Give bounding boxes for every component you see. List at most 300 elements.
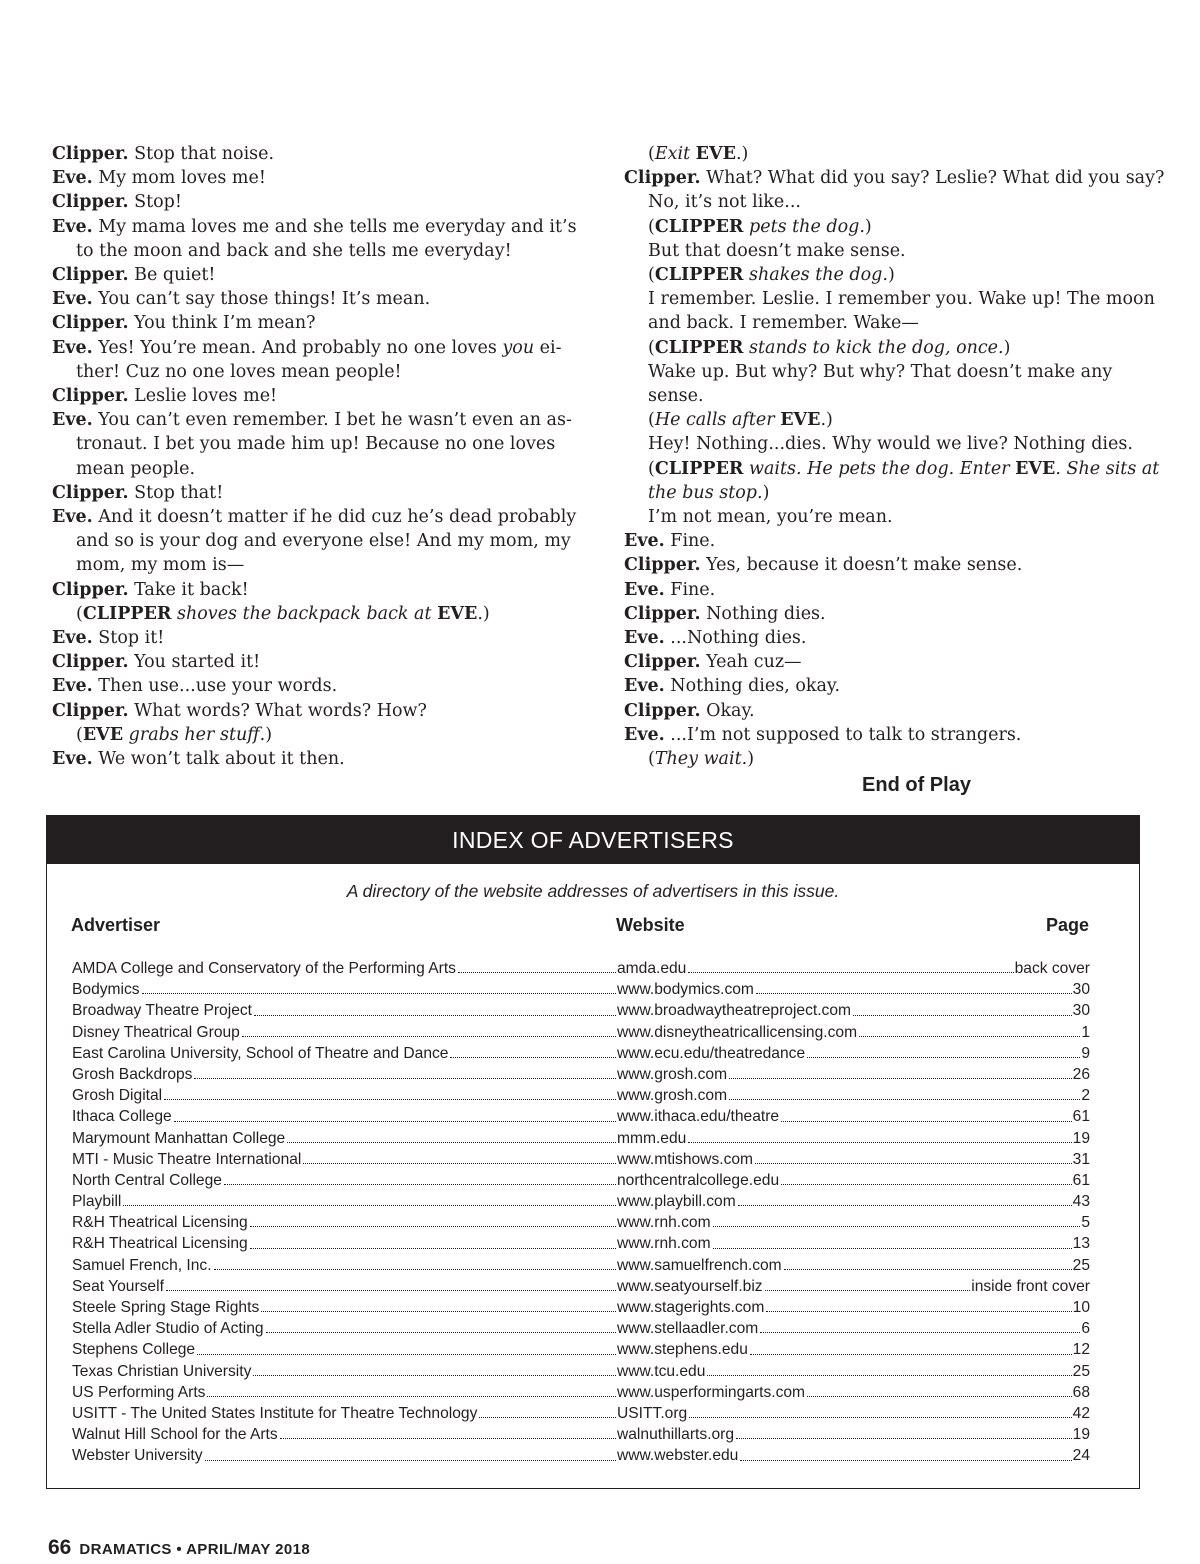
index-rows — [72, 958, 1090, 1467]
dot-leader — [261, 1297, 616, 1312]
advertiser-cell — [72, 1128, 617, 1149]
table-row — [72, 1424, 1090, 1445]
line-text: My mama loves me and she tells me everyday and it’s to the moon and back and she tells me everyday! — [76, 216, 577, 261]
website-url: www.mtishows.com — [617, 1150, 754, 1168]
line-text: ...Nothing dies. — [664, 628, 807, 649]
table-row — [72, 1149, 1090, 1170]
speaker-name: Eve. — [52, 749, 93, 770]
page-reference: 42 — [1072, 1404, 1090, 1422]
line-text: stands to kick the dog, once. — [743, 337, 1004, 358]
line-text: ( — [648, 458, 655, 479]
line-text: Stop that! — [128, 482, 224, 503]
website-cell — [617, 1128, 1090, 1149]
line-text: waits. He pets the dog. Enter — [743, 458, 1016, 479]
page-reference: 5 — [1081, 1214, 1090, 1232]
website-cell — [617, 1318, 1090, 1339]
website-cell — [617, 979, 1090, 1000]
line-text: ) — [864, 216, 872, 237]
dialogue-line — [52, 190, 587, 214]
dot-leader — [197, 1339, 616, 1354]
website-cell — [617, 1106, 1090, 1127]
table-row — [72, 1000, 1090, 1021]
speaker-name: Clipper. — [52, 265, 129, 286]
line-text: ) — [747, 749, 755, 770]
advertiser-name: Seat Yourself — [72, 1277, 164, 1295]
character-name: EVE — [82, 724, 124, 745]
website-cell — [617, 1022, 1090, 1043]
website-cell — [617, 1424, 1090, 1445]
advertiser-name: R&H Theatrical Licensing — [72, 1235, 248, 1253]
dot-leader — [729, 1064, 1072, 1079]
advertiser-name: Webster University — [72, 1447, 203, 1465]
advertiser-name: Steele Spring Stage Rights — [72, 1299, 260, 1316]
dialogue-line — [624, 166, 1169, 214]
advertiser-name: MTI - Music Theatre International — [72, 1150, 302, 1168]
dialogue-line — [52, 408, 587, 481]
line-text: ( — [648, 749, 655, 770]
advertiser-cell — [72, 958, 617, 979]
page-reference: 25 — [1072, 1256, 1090, 1274]
line-text: ( — [648, 216, 655, 237]
dot-leader — [738, 1191, 1072, 1206]
advertiser-cell — [72, 1424, 617, 1445]
advertiser-cell — [72, 1149, 617, 1170]
line-text: ( — [76, 603, 83, 624]
line-text: Then use...use your words. — [92, 676, 338, 697]
website-url: www.ecu.edu/theatredance — [617, 1044, 806, 1062]
page-reference: 31 — [1072, 1150, 1090, 1168]
stage-line — [624, 287, 1169, 335]
dialogue-line — [52, 650, 587, 674]
advertiser-name: Stella Adler Studio of Acting — [72, 1320, 264, 1338]
line-text: ) — [1003, 337, 1011, 358]
advertiser-cell — [72, 1339, 617, 1360]
website-url: www.seatyourself.biz — [617, 1277, 763, 1295]
speaker-name: Clipper. — [624, 652, 701, 673]
dot-leader — [280, 1424, 616, 1439]
website-url: USITT.org — [617, 1404, 688, 1422]
line-text: What words? What words? How? — [128, 700, 427, 721]
header-website: Website — [616, 915, 685, 935]
website-cell — [617, 1170, 1090, 1191]
table-row — [72, 1318, 1090, 1339]
line-text: ( — [76, 724, 83, 745]
line-text: You think I’m mean? — [128, 313, 316, 334]
advertiser-cell — [72, 1085, 617, 1106]
speaker-name: Eve. — [52, 676, 93, 697]
website-url: www.rnh.com — [617, 1235, 711, 1253]
dot-leader — [756, 979, 1072, 994]
speaker-name: Clipper. — [52, 313, 129, 334]
line-text: shoves the backpack back at — [171, 603, 438, 624]
line-text: Okay. — [700, 700, 755, 721]
page-reference: 26 — [1072, 1065, 1090, 1083]
advertiser-cell — [72, 1445, 617, 1466]
dialogue-line — [52, 674, 587, 698]
advertiser-cell — [72, 1318, 617, 1339]
dot-leader — [713, 1233, 1072, 1248]
line-text: But that doesn’t make sense. — [648, 240, 906, 261]
dialogue-line — [624, 699, 1169, 723]
website-cell — [617, 1445, 1090, 1466]
character-name: EVE — [437, 603, 478, 624]
speaker-name: Eve. — [52, 628, 93, 649]
line-text: Yes! You’re mean. And probably no one loves — [92, 337, 503, 358]
dialogue-line — [52, 311, 587, 335]
dot-leader — [174, 1106, 616, 1121]
table-row — [72, 1297, 1090, 1318]
stage-line — [624, 142, 1169, 166]
line-text: ) — [762, 482, 770, 503]
dot-leader — [166, 1276, 616, 1291]
website-cell — [617, 1339, 1090, 1360]
line-text: ( — [648, 410, 655, 431]
line-text: Wake up. But why? But why? That doesn’t make any sense. — [648, 361, 1113, 407]
website-url: www.stagerights.com — [617, 1299, 765, 1316]
dialogue-line — [624, 723, 1169, 747]
table-row — [72, 1445, 1090, 1466]
website-cell — [617, 1361, 1090, 1382]
line-text: Fine. — [664, 531, 716, 552]
advertiser-name: Samuel French, Inc. — [72, 1256, 212, 1274]
table-row — [72, 1170, 1090, 1191]
website-cell — [617, 1255, 1090, 1276]
line-text: Be quiet! — [128, 265, 216, 286]
dialogue-line — [52, 505, 587, 578]
website-cell — [617, 1276, 1090, 1297]
publication-line: DRAMATICS • APRIL/MAY 2018 — [79, 1541, 311, 1558]
dot-leader — [853, 1000, 1072, 1015]
stage-line — [52, 602, 587, 626]
line-text: Hey! Nothing...dies. Why would we live? Nothing dies. — [648, 434, 1133, 455]
script-right-lines — [624, 142, 1169, 771]
website-url: www.playbill.com — [617, 1193, 736, 1211]
advertiser-name: Broadway Theatre Project — [72, 1002, 252, 1020]
advertiser-cell — [72, 1403, 617, 1424]
website-url: walnuthillarts.org — [617, 1426, 735, 1444]
line-text: Leslie loves me! — [128, 386, 278, 407]
page-reference: 10 — [1072, 1299, 1090, 1316]
website-cell — [617, 1297, 1090, 1318]
website-url: www.broadwaytheatreproject.com — [617, 1002, 852, 1020]
line-text: .) — [820, 410, 833, 431]
table-row — [72, 1233, 1090, 1254]
dot-leader — [713, 1212, 1081, 1227]
website-cell — [617, 1043, 1090, 1064]
table-row — [72, 1191, 1090, 1212]
website-cell — [617, 1403, 1090, 1424]
dot-leader — [784, 1255, 1072, 1270]
page-reference: 9 — [1081, 1044, 1090, 1062]
speaker-name: Eve. — [624, 676, 665, 697]
table-row — [72, 1276, 1090, 1297]
page-reference: 24 — [1072, 1447, 1090, 1465]
advertiser-cell — [72, 1064, 617, 1085]
dot-leader — [736, 1424, 1072, 1439]
dialogue-line — [52, 699, 587, 723]
line-text: Nothing dies, okay. — [664, 676, 841, 697]
line-text: Fine. — [664, 579, 716, 600]
website-cell — [617, 1382, 1090, 1403]
website-url: www.samuelfrench.com — [617, 1256, 782, 1274]
line-text: We won’t talk about it then. — [92, 749, 345, 770]
table-row — [72, 958, 1090, 979]
table-row — [72, 1361, 1090, 1382]
dialogue-line — [624, 650, 1169, 674]
page-reference: back cover — [1014, 960, 1090, 977]
website-cell — [617, 1212, 1090, 1233]
advertiser-name: Ithaca College — [72, 1108, 172, 1126]
index-subtitle: A directory of the website addresses of advertisers in this issue. — [346, 881, 840, 901]
advertiser-name: Disney Theatrical Group — [72, 1023, 240, 1041]
character-name: CLIPPER — [654, 337, 744, 358]
page-reference: 19 — [1072, 1129, 1090, 1147]
table-row — [72, 1339, 1090, 1360]
advertiser-name: Grosh Backdrops — [72, 1065, 193, 1083]
website-url: www.rnh.com — [617, 1214, 711, 1232]
dialogue-line — [52, 626, 587, 650]
website-cell — [617, 1085, 1090, 1106]
advertiser-cell — [72, 979, 617, 1000]
line-text: .) — [477, 603, 490, 624]
dot-leader — [214, 1255, 616, 1270]
website-url: www.bodymics.com — [617, 981, 754, 999]
page-number: 66 — [48, 1536, 72, 1559]
page-reference: 19 — [1072, 1426, 1090, 1444]
dot-leader — [224, 1170, 616, 1185]
dot-leader — [250, 1212, 616, 1227]
dialogue-line — [52, 142, 587, 166]
line-text: My mom loves me! — [92, 168, 266, 189]
line-text: Stop that noise. — [128, 144, 275, 164]
line-text: Take it back! — [128, 579, 249, 600]
page-reference: 25 — [1072, 1362, 1090, 1380]
stage-line — [52, 723, 587, 747]
script-right-column — [624, 142, 1169, 797]
page-reference: 61 — [1072, 1108, 1090, 1126]
line-text: ei-ther! Cuz no one loves mean people! — [76, 337, 562, 382]
dialogue-line — [624, 553, 1169, 577]
character-name: CLIPPER — [654, 458, 744, 479]
speaker-name: Eve. — [624, 628, 665, 649]
advertiser-name: AMDA College and Conservatory of the Performing Arts — [72, 960, 456, 977]
table-row — [72, 1022, 1090, 1043]
website-url: www.grosh.com — [617, 1065, 728, 1083]
stage-line — [624, 239, 1169, 263]
dot-leader — [807, 1382, 1072, 1397]
dot-leader — [164, 1085, 616, 1100]
advertiser-cell — [72, 1106, 617, 1127]
speaker-name: Eve. — [52, 289, 93, 310]
dot-leader — [755, 1149, 1072, 1164]
table-row — [72, 1212, 1090, 1233]
website-cell — [617, 1149, 1090, 1170]
page-reference: 43 — [1072, 1193, 1090, 1211]
dialogue-line — [52, 481, 587, 505]
stage-line — [624, 360, 1169, 408]
speaker-name: Clipper. — [52, 579, 129, 600]
character-name: CLIPPER — [654, 216, 744, 237]
advertiser-name: Marymount Manhattan College — [72, 1129, 286, 1147]
speaker-name: Clipper. — [52, 386, 129, 407]
speaker-name: Clipper. — [624, 555, 701, 576]
line-text: Nothing dies. — [700, 603, 826, 624]
index-column-headers — [47, 915, 1139, 939]
line-text: ...I’m not supposed to talk to strangers. — [664, 724, 1022, 745]
line-text: Yeah cuz— — [700, 652, 802, 673]
index-of-advertisers — [46, 815, 1140, 1489]
header-advertiser: Advertiser — [71, 915, 161, 935]
table-row — [72, 1403, 1090, 1424]
page-reference: 30 — [1072, 981, 1090, 999]
advertiser-name: Texas Christian University — [72, 1362, 252, 1380]
advertiser-cell — [72, 1191, 617, 1212]
website-url: www.grosh.com — [617, 1087, 728, 1105]
speaker-name: Eve. — [52, 337, 93, 358]
website-cell — [617, 1233, 1090, 1254]
speaker-name: Eve. — [624, 724, 665, 745]
advertiser-cell — [72, 1276, 617, 1297]
line-text: .) — [735, 144, 749, 164]
advertiser-cell — [72, 1000, 617, 1021]
line-text: They wait. — [654, 749, 748, 770]
character-name: EVE — [695, 144, 736, 164]
page-footer — [48, 1536, 310, 1560]
speaker-name: Clipper. — [624, 603, 701, 624]
speaker-name: Eve. — [52, 507, 93, 528]
dot-leader — [242, 1022, 616, 1037]
website-url: www.disneytheatricallicensing.com — [617, 1023, 858, 1041]
dialogue-line — [52, 747, 587, 771]
stage-line — [624, 505, 1169, 529]
line-text: Yes, because it doesn’t make sense. — [700, 555, 1023, 576]
dot-leader — [479, 1403, 616, 1418]
dot-leader — [781, 1170, 1072, 1185]
dot-leader — [765, 1276, 971, 1291]
dialogue-line — [624, 602, 1169, 626]
dot-leader — [688, 1128, 1071, 1143]
advertiser-cell — [72, 1361, 617, 1382]
page-reference: 30 — [1072, 1002, 1090, 1020]
website-url: www.stephens.edu — [617, 1341, 748, 1359]
dot-leader — [750, 1339, 1072, 1354]
dot-leader — [707, 1361, 1071, 1376]
speaker-name: Clipper. — [624, 168, 701, 189]
page-reference: 61 — [1072, 1171, 1090, 1189]
website-url: www.usperformingarts.com — [617, 1383, 806, 1401]
speaker-name: Clipper. — [624, 700, 701, 721]
dot-leader — [287, 1128, 616, 1143]
dot-leader — [254, 1000, 616, 1015]
dialogue-line — [624, 578, 1169, 602]
speaker-name: Eve. — [52, 410, 93, 431]
dot-leader — [766, 1297, 1071, 1312]
dot-leader — [760, 1318, 1080, 1333]
dialogue-line — [52, 215, 587, 263]
page-reference: 68 — [1072, 1383, 1090, 1401]
table-row — [72, 1382, 1090, 1403]
website-cell — [617, 1191, 1090, 1212]
dot-leader — [458, 958, 616, 973]
advertiser-name: North Central College — [72, 1171, 222, 1189]
speaker-name: Clipper. — [52, 192, 129, 213]
dot-leader — [253, 1361, 616, 1376]
website-url: www.webster.edu — [617, 1447, 739, 1465]
advertiser-cell — [72, 1255, 617, 1276]
table-row — [72, 1085, 1090, 1106]
website-url: www.ithaca.edu/theatre — [617, 1108, 780, 1126]
stage-line — [624, 336, 1169, 360]
dialogue-line — [52, 166, 587, 190]
advertiser-cell — [72, 1212, 617, 1233]
stage-line — [624, 457, 1169, 505]
dot-leader — [303, 1149, 616, 1164]
advertiser-cell — [72, 1022, 617, 1043]
speaker-name: Eve. — [624, 579, 665, 600]
advertiser-name: Bodymics — [72, 981, 140, 999]
speaker-name: Eve. — [52, 168, 93, 189]
stage-line — [624, 408, 1169, 432]
table-row — [72, 1064, 1090, 1085]
advertiser-name: Stephens College — [72, 1341, 196, 1359]
advertiser-cell — [72, 1233, 617, 1254]
advertiser-name: Playbill — [72, 1193, 122, 1211]
dot-leader — [781, 1106, 1072, 1121]
line-text: What? What did you say? Leslie? What did you say? No, it’s not like... — [648, 168, 1165, 213]
line-text: You started it! — [128, 652, 261, 673]
dot-leader — [250, 1233, 616, 1248]
dot-leader — [740, 1445, 1071, 1460]
end-of-play-label: End of Play — [862, 774, 971, 797]
website-url: northcentralcollege.edu — [617, 1171, 780, 1189]
index-title: INDEX OF ADVERTISERS — [47, 816, 1139, 864]
dot-leader — [266, 1318, 616, 1333]
website-cell — [617, 1064, 1090, 1085]
dialogue-line — [52, 336, 587, 384]
character-name: CLIPPER — [654, 265, 744, 286]
advertiser-name: R&H Theatrical Licensing — [72, 1214, 248, 1232]
dialogue-line — [624, 626, 1169, 650]
page-reference: 12 — [1072, 1341, 1090, 1359]
dot-leader — [807, 1043, 1080, 1058]
line-text: ( — [648, 265, 655, 286]
table-row — [72, 1255, 1090, 1276]
advertiser-cell — [72, 1382, 617, 1403]
advertiser-cell — [72, 1043, 617, 1064]
website-cell — [617, 1000, 1090, 1021]
line-text: ) — [887, 265, 895, 286]
stage-line — [624, 432, 1169, 456]
table-row — [72, 1106, 1090, 1127]
stage-line — [624, 215, 1169, 239]
dot-leader — [689, 1403, 1071, 1418]
header-page: Page — [1045, 915, 1089, 935]
website-url: www.tcu.edu — [617, 1362, 706, 1380]
dialogue-line — [52, 578, 587, 602]
dot-leader — [207, 1382, 616, 1397]
table-row — [72, 1128, 1090, 1149]
dialogue-line — [52, 287, 587, 311]
table-row — [72, 1043, 1090, 1064]
line-text: . She sits at the bus stop. — [648, 458, 1160, 503]
dot-leader — [688, 958, 1013, 973]
line-text: you — [502, 337, 535, 358]
advertiser-cell — [72, 1297, 617, 1318]
character-name: EVE — [780, 410, 821, 431]
dot-leader — [859, 1022, 1080, 1037]
dialogue-line — [624, 674, 1169, 698]
stage-line — [624, 263, 1169, 287]
